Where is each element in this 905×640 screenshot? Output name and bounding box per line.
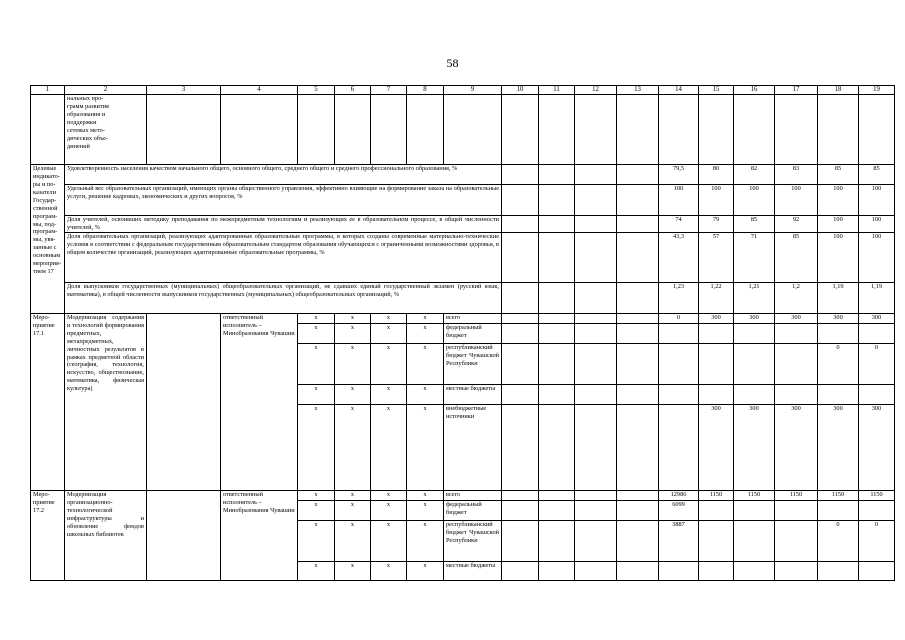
x-mark: x	[371, 405, 407, 491]
x-mark: x	[298, 324, 335, 344]
value-cell	[699, 562, 734, 581]
value-cell: 12986	[659, 491, 699, 501]
x-mark: x	[335, 314, 371, 324]
continuation-row	[31, 95, 895, 165]
header-cell: 11	[539, 86, 575, 95]
value-cell: 1,19	[818, 283, 859, 314]
header-cell: 12	[575, 86, 617, 95]
value-cell	[859, 501, 895, 521]
value-cell: 100	[859, 185, 895, 216]
value-cell: 100	[659, 185, 699, 216]
empty-cell	[659, 95, 699, 165]
value-cell: 82	[734, 165, 775, 185]
empty-cell	[31, 95, 65, 165]
header-cell: 15	[699, 86, 734, 95]
header-cell: 4	[221, 86, 298, 95]
value-cell	[659, 324, 699, 344]
funding-source: всего	[444, 491, 502, 501]
empty-cell	[818, 95, 859, 165]
value-cell: 85	[734, 216, 775, 233]
value-cell	[818, 324, 859, 344]
value-cell: 80	[699, 165, 734, 185]
empty-cell	[502, 233, 539, 283]
measure-title: Модернизация содержания и технологий формирования предметных, метапредметных, личностных результатов в рамках предметной области (география, технология, искусство, обществознание, математика, физическая культура)	[65, 314, 147, 491]
value-cell: 1,22	[699, 283, 734, 314]
empty-cell	[502, 283, 539, 314]
program-table	[30, 85, 895, 581]
empty-cell	[575, 501, 617, 521]
x-mark: x	[371, 491, 407, 501]
value-cell: 300	[734, 314, 775, 324]
empty-cell	[502, 344, 539, 385]
value-cell	[734, 562, 775, 581]
value-cell: 0	[859, 521, 895, 562]
empty-cell	[371, 95, 407, 165]
header-cell: 2	[65, 86, 147, 95]
empty-cell	[575, 185, 617, 216]
empty-cell	[539, 314, 575, 324]
empty-cell	[539, 165, 575, 185]
empty-cell	[617, 385, 659, 405]
value-cell	[659, 385, 699, 405]
x-mark: x	[335, 405, 371, 491]
value-cell: 300	[775, 314, 818, 324]
funding-source: всего	[444, 314, 502, 324]
empty-cell	[335, 95, 371, 165]
x-mark: x	[371, 562, 407, 581]
value-cell	[775, 385, 818, 405]
value-cell: 300	[859, 314, 895, 324]
value-cell	[734, 521, 775, 562]
empty-cell	[617, 314, 659, 324]
empty-cell	[575, 95, 617, 165]
measure-label: Меро- приятие 17.2	[31, 491, 65, 581]
empty-cell	[539, 95, 575, 165]
value-cell: 100	[818, 216, 859, 233]
x-mark: x	[371, 314, 407, 324]
value-cell: 300	[859, 405, 895, 491]
empty-cell	[617, 185, 659, 216]
value-cell: 6099	[659, 501, 699, 521]
x-mark: x	[335, 324, 371, 344]
header-cell: 17	[775, 86, 818, 95]
value-cell: 1,2	[775, 283, 818, 314]
indicator-row	[31, 283, 895, 314]
measure-label: Меро- приятие 17.1	[31, 314, 65, 491]
funding-source: местные бюджеты	[444, 385, 502, 405]
empty-cell	[775, 95, 818, 165]
empty-cell	[502, 385, 539, 405]
value-cell	[734, 324, 775, 344]
value-cell: 100	[818, 185, 859, 216]
x-mark: x	[407, 491, 444, 501]
value-cell: 1150	[699, 491, 734, 501]
value-cell: 85	[818, 165, 859, 185]
value-cell	[659, 562, 699, 581]
empty-cell	[502, 324, 539, 344]
value-cell	[775, 521, 818, 562]
value-cell: 1,21	[734, 283, 775, 314]
value-cell: 0	[818, 344, 859, 385]
header-row	[31, 86, 895, 95]
value-cell: 43,3	[659, 233, 699, 283]
empty-cell	[575, 405, 617, 491]
empty-cell	[502, 165, 539, 185]
header-cell: 16	[734, 86, 775, 95]
header-cell: 1	[31, 86, 65, 95]
empty-cell	[575, 344, 617, 385]
empty-cell	[539, 185, 575, 216]
value-cell	[699, 501, 734, 521]
header-cell: 5	[298, 86, 335, 95]
empty-cell	[407, 95, 444, 165]
value-cell: 1,23	[659, 283, 699, 314]
empty-cell	[575, 283, 617, 314]
value-cell: 3887	[659, 521, 699, 562]
x-mark: x	[335, 501, 371, 521]
empty-cell	[575, 385, 617, 405]
value-cell: 300	[699, 314, 734, 324]
value-cell: 300	[818, 314, 859, 324]
x-mark: x	[407, 562, 444, 581]
indicator-text: Удельный вес образовательных организаций, имеющих органы общественного управления, эффективно влияющие на формирование заказа на образовательные услуги, решение кадровых, экономических и других вопросов, %	[65, 185, 502, 216]
empty-cell	[502, 491, 539, 501]
empty-cell	[147, 95, 221, 165]
empty-cell	[859, 95, 895, 165]
value-cell	[859, 562, 895, 581]
value-cell: 100	[859, 216, 895, 233]
empty-cell	[502, 405, 539, 491]
empty-cell	[539, 283, 575, 314]
x-mark: x	[371, 385, 407, 405]
empty-cell	[617, 491, 659, 501]
header-cell: 7	[371, 86, 407, 95]
empty-cell	[147, 314, 221, 491]
x-mark: x	[335, 344, 371, 385]
value-cell: 79	[699, 216, 734, 233]
empty-cell	[444, 95, 502, 165]
header-cell: 19	[859, 86, 895, 95]
empty-cell	[539, 562, 575, 581]
value-cell: 74	[659, 216, 699, 233]
empty-cell	[699, 95, 734, 165]
value-cell: 300	[818, 405, 859, 491]
empty-cell	[617, 405, 659, 491]
value-cell: 300	[775, 405, 818, 491]
value-cell	[734, 501, 775, 521]
x-mark: x	[298, 521, 335, 562]
value-cell: 100	[775, 185, 818, 216]
x-mark: x	[298, 491, 335, 501]
empty-cell	[575, 216, 617, 233]
value-cell	[734, 385, 775, 405]
x-mark: x	[407, 324, 444, 344]
empty-cell	[539, 344, 575, 385]
value-cell: 1150	[818, 491, 859, 501]
value-cell: 1,19	[859, 283, 895, 314]
value-cell	[859, 385, 895, 405]
indicator-text: Удовлетворенность населения качеством начального общего, основного общего, среднего общего и среднего профессионального образования, %	[65, 165, 502, 185]
value-cell	[659, 405, 699, 491]
empty-cell	[617, 501, 659, 521]
empty-cell	[221, 95, 298, 165]
value-cell	[659, 344, 699, 385]
empty-cell	[539, 501, 575, 521]
empty-cell	[539, 491, 575, 501]
page-number: 58	[446, 56, 459, 70]
header-cell: 3	[147, 86, 221, 95]
x-mark: x	[298, 314, 335, 324]
empty-cell	[539, 216, 575, 233]
x-mark: x	[371, 501, 407, 521]
empty-cell	[617, 521, 659, 562]
value-cell	[699, 344, 734, 385]
empty-cell	[575, 491, 617, 501]
value-cell: 100	[818, 233, 859, 283]
header-cell: 14	[659, 86, 699, 95]
x-mark: x	[371, 344, 407, 385]
empty-cell	[502, 216, 539, 233]
indicator-row	[31, 233, 895, 283]
value-cell: 85	[775, 233, 818, 283]
funding-source: республиканский бюджет Чувашской Республики	[444, 521, 502, 562]
empty-cell	[575, 324, 617, 344]
value-cell: 1150	[775, 491, 818, 501]
empty-cell	[298, 95, 335, 165]
value-cell	[775, 324, 818, 344]
empty-cell	[617, 216, 659, 233]
empty-cell	[575, 233, 617, 283]
header-cell: 9	[444, 86, 502, 95]
funding-source: республиканский бюджет Чувашской Республики	[444, 344, 502, 385]
x-mark: x	[298, 385, 335, 405]
x-mark: x	[298, 562, 335, 581]
empty-cell	[617, 344, 659, 385]
responsible-executor: ответственный исполнитель – Минобразования Чувашии	[221, 314, 298, 491]
indicator-row	[31, 165, 895, 185]
value-cell: 300	[734, 405, 775, 491]
measure-title: Модернизация организационно-технологической инфраструктуры и обновление фондов школьных библиотек	[65, 491, 147, 581]
empty-cell	[575, 521, 617, 562]
empty-cell	[502, 185, 539, 216]
indicators-label: Целевые индикато- ры и по- казатели Государ- ственной програм- мы, под- програм- мы, увя- занные с основным мероприя- тием 17	[31, 165, 65, 314]
header-cell: 10	[502, 86, 539, 95]
empty-cell	[617, 233, 659, 283]
value-cell: 85	[859, 165, 895, 185]
header-cell: 18	[818, 86, 859, 95]
empty-cell	[734, 95, 775, 165]
indicator-text: Доля учителей, освоивших методику преподавания по межпредметным технологиям и реализующих ее в образовательном процессе, в общей численности учителей, %	[65, 216, 502, 233]
empty-cell	[617, 562, 659, 581]
value-cell: 92	[775, 216, 818, 233]
empty-cell	[539, 521, 575, 562]
value-cell: 0	[659, 314, 699, 324]
empty-cell	[502, 95, 539, 165]
funding-source: федеральный бюджет	[444, 501, 502, 521]
empty-cell	[502, 314, 539, 324]
x-mark: x	[407, 385, 444, 405]
indicator-text: Доля выпускников государственных (муниципальных) общеобразовательных организаций, не сдавших единый государственный экзамен (русский язык, математика), в общей численности выпускников государственных (муниципальных) общеобразовательных организаций, %	[65, 283, 502, 314]
empty-cell	[502, 562, 539, 581]
value-cell: 83	[775, 165, 818, 185]
empty-cell	[539, 324, 575, 344]
value-cell: 100	[859, 233, 895, 283]
value-cell: 1150	[734, 491, 775, 501]
value-cell	[818, 501, 859, 521]
funding-source: внебюджетные источники	[444, 405, 502, 491]
funding-source: федеральный бюджет	[444, 324, 502, 344]
value-cell: 79,5	[659, 165, 699, 185]
x-mark: x	[298, 344, 335, 385]
value-cell	[775, 344, 818, 385]
event-title-continuation: нальных про- грамм развития образования и поддержки сетевых мето- дических объе- динений	[65, 95, 147, 165]
value-cell: 100	[699, 185, 734, 216]
x-mark: x	[407, 314, 444, 324]
value-cell: 0	[818, 521, 859, 562]
x-mark: x	[335, 491, 371, 501]
empty-cell	[539, 385, 575, 405]
empty-cell	[147, 491, 221, 581]
x-mark: x	[407, 405, 444, 491]
value-cell: 300	[699, 405, 734, 491]
empty-cell	[617, 165, 659, 185]
indicator-row	[31, 185, 895, 216]
x-mark: x	[371, 324, 407, 344]
x-mark: x	[371, 521, 407, 562]
x-mark: x	[335, 385, 371, 405]
funding-row	[31, 491, 895, 501]
value-cell	[734, 344, 775, 385]
x-mark: x	[298, 405, 335, 491]
empty-cell	[617, 283, 659, 314]
value-cell: 71	[734, 233, 775, 283]
indicator-row	[31, 216, 895, 233]
header-cell: 13	[617, 86, 659, 95]
empty-cell	[575, 562, 617, 581]
x-mark: x	[335, 521, 371, 562]
value-cell	[818, 385, 859, 405]
funding-row	[31, 314, 895, 324]
value-cell: 0	[859, 344, 895, 385]
empty-cell	[539, 405, 575, 491]
value-cell	[775, 501, 818, 521]
funding-source: местные бюджеты	[444, 562, 502, 581]
empty-cell	[539, 233, 575, 283]
value-cell	[699, 385, 734, 405]
responsible-executor: ответственный исполнитель – Минобразования Чувашии	[221, 491, 298, 581]
empty-cell	[575, 165, 617, 185]
value-cell: 1150	[859, 491, 895, 501]
value-cell	[818, 562, 859, 581]
header-cell: 8	[407, 86, 444, 95]
value-cell: 100	[734, 185, 775, 216]
empty-cell	[575, 314, 617, 324]
value-cell	[859, 324, 895, 344]
empty-cell	[502, 501, 539, 521]
empty-cell	[617, 95, 659, 165]
x-mark: x	[407, 521, 444, 562]
value-cell	[699, 521, 734, 562]
value-cell	[775, 562, 818, 581]
table-body	[31, 86, 895, 581]
value-cell: 57	[699, 233, 734, 283]
value-cell	[699, 324, 734, 344]
empty-cell	[502, 521, 539, 562]
x-mark: x	[298, 501, 335, 521]
x-mark: x	[407, 344, 444, 385]
x-mark: x	[407, 501, 444, 521]
empty-cell	[617, 324, 659, 344]
header-cell: 6	[335, 86, 371, 95]
x-mark: x	[335, 562, 371, 581]
indicator-text: Доля образовательных организаций, реализующих адаптированные образовательные программы, в которых созданы современные материально-технические условия в соответствии с федеральным государственным образовательным стандартом образования обучающихся с ограниченными возможностями здоровья, в общем количестве организаций, реализующих адаптированные образовательные программы, %	[65, 233, 502, 283]
